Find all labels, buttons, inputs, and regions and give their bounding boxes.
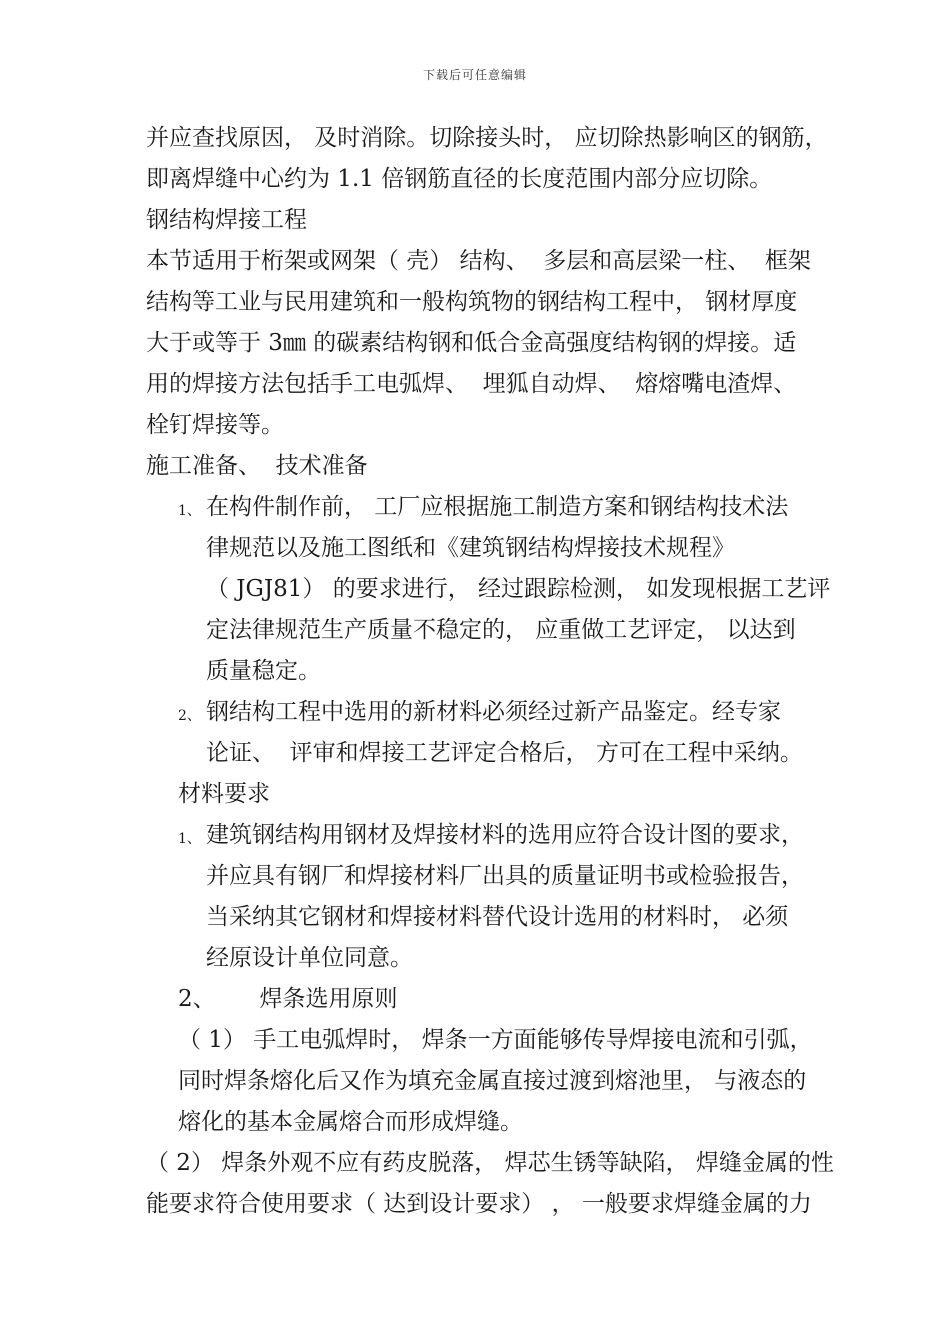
electrode-point-2-line-2: 能要求符合使用要求（ 达到设计要求） ， 一般要求焊缝金属的力: [146, 1191, 812, 1217]
body-line-5: 结构等工业与民用建筑和一般构筑物的钢结构工程中， 钢材厚度: [146, 289, 798, 315]
electrode-point-1-line-1: （ 1） 手工电弧焊时， 焊条一方面能够传导焊接电流和引弧，: [178, 1027, 813, 1053]
body-line-6: 大于或等于 3㎜ 的碳素结构钢和低合金高强度结构钢的焊接。适: [146, 330, 797, 356]
list-item-1-line-2: 律规范以及施工图纸和《建筑钢结构焊接技术规程》: [206, 535, 735, 561]
section-heading-materials: 材料要求: [178, 781, 270, 807]
list-item-1-line-3: （ JGJ81） 的要求进行， 经过跟踪检测， 如发现根据工艺评: [206, 576, 831, 602]
section-heading-steel-welding: 钢结构焊接工程: [146, 207, 307, 233]
list-item-1-line-1: 在构件制作前， 工厂应根据施工制造方案和钢结构技术法: [206, 494, 789, 520]
list-item-1-line-5: 质量稳定。: [206, 658, 321, 684]
materials-item-1-line-3: 当采纳其它钢材和焊接材料替代设计选用的材料时， 必须: [206, 904, 789, 930]
section-heading-preparation: 施工准备、 技术准备: [146, 453, 368, 479]
materials-item-1-line-2: 并应具有钢厂和焊接材料厂出具的质量证明书或检验报告，: [206, 863, 804, 889]
body-line-7: 用的焊接方法包括手工电弧焊、 埋狐自动焊、 熔熔嘴电渣焊、: [146, 371, 797, 397]
subheading-electrode-selection: 2、 焊条选用原则: [178, 986, 398, 1012]
list-marker-3: 1、: [178, 831, 201, 847]
electrode-point-1-line-3: 熔化的基本金属熔合而形成焊缝。: [178, 1109, 523, 1135]
list-item-2-line-1: 钢结构工程中选用的新材料必须经过新产品鉴定。经专家: [206, 699, 781, 725]
list-marker-1: 1、: [178, 503, 201, 519]
materials-item-1-line-4: 经原设计单位同意。: [206, 945, 413, 971]
electrode-point-1-line-2: 同时焊条熔化后又作为填充金属直接过渡到熔池里， 与液态的: [178, 1068, 807, 1094]
list-item-2-line-2: 论证、 评审和焊接工艺评定合格后， 方可在工程中采纳。: [206, 740, 803, 766]
body-line-1: 并应查找原因， 及时消除。切除接头时， 应切除热影响区的钢筋，: [146, 125, 828, 151]
list-marker-2: 2、: [178, 708, 201, 724]
electrode-point-2-line-1: （ 2） 焊条外观不应有药皮脱落， 焊芯生锈等缺陷， 焊缝金属的性: [146, 1150, 834, 1176]
body-line-2: 即离焊缝中心约为 1.1 倍钢筋直径的长度范围内部分应切除。: [146, 166, 773, 192]
list-item-1-line-4: 定法律规范生产质量不稳定的， 应重做工艺评定， 以达到: [206, 617, 796, 643]
materials-item-1-line-1: 建筑钢结构用钢材及焊接材料的选用应符合设计图的要求，: [206, 822, 804, 848]
body-line-4: 本节适用于桁架或网架（ 壳） 结构、 多层和高层梁一柱、 框架: [146, 248, 811, 274]
page-header-note: 下载后可任意编辑: [422, 68, 527, 82]
body-line-8: 栓钉焊接等。: [146, 412, 284, 438]
